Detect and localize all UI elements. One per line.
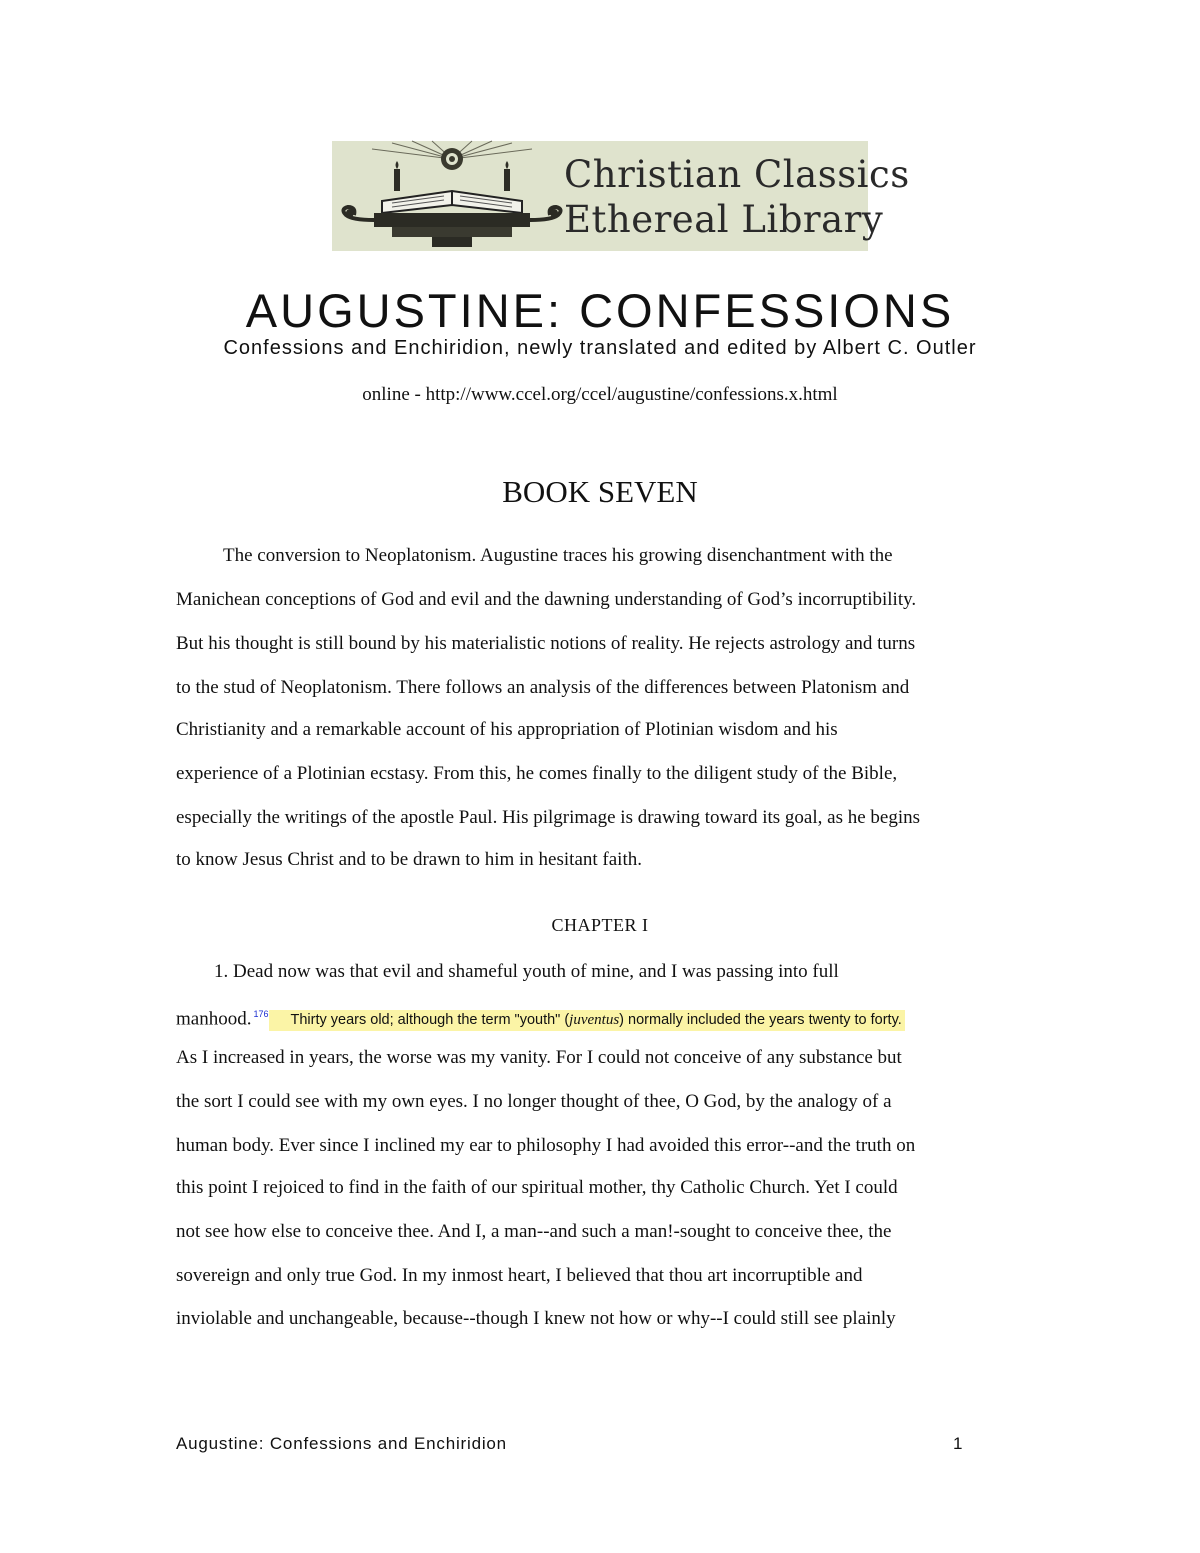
ccel-logo — [332, 141, 910, 251]
chapter-line-start: manhood. — [176, 1008, 252, 1030]
summary-line: The conversion to Neoplatonism. Augustine traces his growing disenchantment with the — [223, 545, 893, 566]
footnote-reference[interactable]: 176 — [253, 1009, 269, 1019]
summary-line: especially the writings of the apostle Paul. His pilgrimage is drawing toward its goal, as he begins — [176, 807, 921, 828]
chapter-line: inviolable and unchangeable, because--though I knew not how or why--I could still see plainly — [176, 1308, 896, 1329]
page-number: 1 — [953, 1434, 963, 1453]
chapter-line: not see how else to conceive thee. And I, a man--and such a man!-sought to conceive thee, the — [176, 1221, 892, 1242]
summary-line: Christianity and a remarkable account of his appropriation of Plotinian wisdom and his — [176, 719, 838, 740]
chapter-line: sovereign and only true God. In my inmost heart, I believed that thou art incorruptible and — [176, 1265, 863, 1286]
footer-title: Augustine: Confessions and Enchiridion — [176, 1434, 507, 1453]
chapter-line: 1. Dead now was that evil and shameful youth of mine, and I was passing into full — [214, 961, 839, 982]
chapter-line: this point I rejoiced to find in the faith of our spiritual mother, thy Catholic Church. Yet I could — [176, 1177, 898, 1198]
summary-line: to know Jesus Christ and to be drawn to him in hesitant faith. — [176, 849, 642, 870]
chapter-line: As I increased in years, the worse was my vanity. For I could not conceive of any substance but — [176, 1047, 902, 1068]
summary-line: Manichean conceptions of God and evil and the dawning understanding of God’s incorruptibility. — [176, 589, 917, 610]
book-heading: BOOK SEVEN — [502, 474, 698, 509]
chapter-line: human body. Ever since I inclined my ear to philosophy I had avoided this error--and the truth on — [176, 1135, 916, 1156]
footnote-line — [176, 1002, 905, 1032]
footnote-text-after: ) normally included the years twenty to forty. — [619, 1012, 902, 1029]
logo-line-1: Christian Classics — [564, 153, 910, 196]
logo-line-2: Ethereal Library — [564, 198, 884, 241]
document-title: AUGUSTINE: CONFESSIONS — [245, 284, 955, 337]
summary-line: experience of a Plotinian ecstasy. From this, he comes finally to the diligent study of the Bible, — [176, 763, 898, 784]
chapter-line: the sort I could see with my own eyes. I no longer thought of thee, O God, by the analogy of a — [176, 1091, 892, 1112]
online-source-link[interactable]: online - http://www.ccel.org/ccel/augustine/confessions.x.html — [362, 384, 838, 405]
summary-line: But his thought is still bound by his materialistic notions of reality. He rejects astrology and turns — [176, 633, 916, 654]
chapter-heading: CHAPTER I — [551, 915, 649, 935]
footnote-popup — [269, 1010, 905, 1031]
footnote-text-before: Thirty years old; although the term "youth" ( — [290, 1012, 570, 1029]
document-subtitle: Confessions and Enchiridion, newly translated and edited by Albert C. Outler — [223, 337, 977, 359]
summary-line: to the stud of Neoplatonism. There follows an analysis of the differences between Platonism and — [176, 677, 910, 698]
footnote-italic: juventus — [569, 1012, 620, 1029]
